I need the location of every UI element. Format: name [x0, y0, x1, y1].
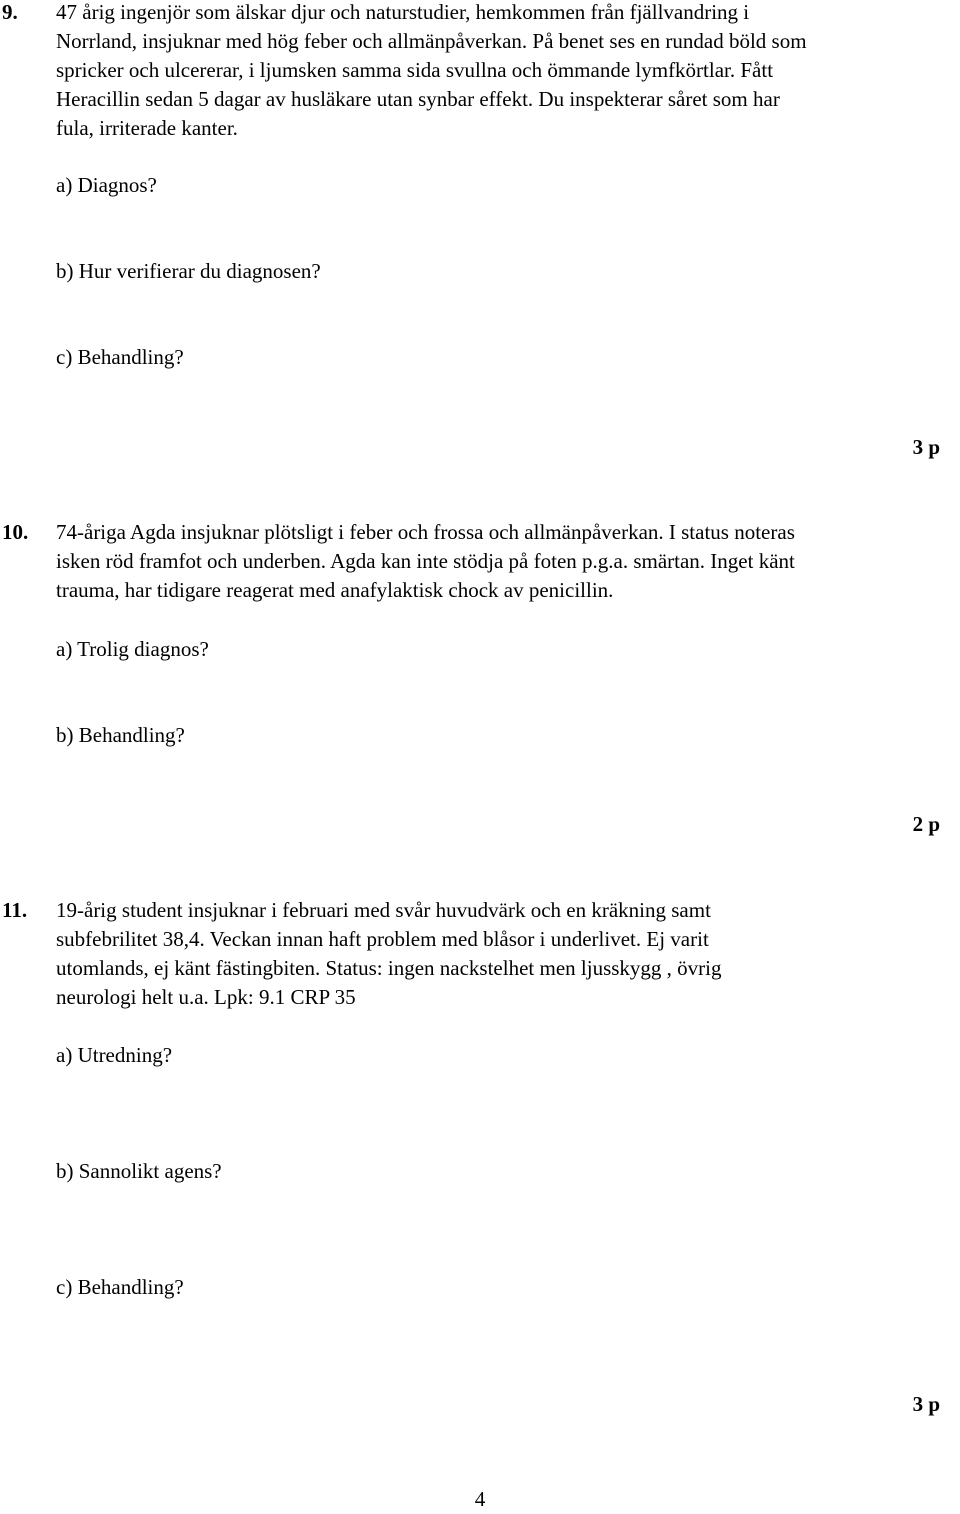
points-label: 3 p	[912, 435, 940, 459]
question-number: 9.	[2, 0, 18, 24]
subquestion: a) Utredning?	[56, 1043, 173, 1067]
points-label: 2 p	[912, 812, 940, 836]
text-line: isken röd framfot och underben. Agda kan inte stödja på foten p.g.a. smärtan. Inget känt	[56, 549, 795, 573]
text-line: 47 årig ingenjör som älskar djur och naturstudier, hemkommen från fjällvandring i	[56, 0, 750, 24]
text-line: 19-årig student insjuknar i februari med svår huvudvärk och en kräkning samt	[56, 898, 711, 922]
text-line: spricker och ulcererar, i ljumsken samma sida svullna och ömmande lymfkörtlar. Fått	[56, 58, 774, 82]
question-text	[56, 518, 795, 605]
text-line: trauma, har tidigare reagerat med anafylaktisk chock av penicillin.	[56, 578, 614, 602]
question-text	[56, 0, 807, 143]
text-line: utomlands, ej känt fästingbiten. Status: ingen nackstelhet men ljusskygg , övrig	[56, 956, 722, 980]
subquestion: b) Sannolikt agens?	[56, 1159, 222, 1183]
subquestion: a) Diagnos?	[56, 173, 157, 197]
question-text	[56, 896, 722, 1012]
text-line: 74-åriga Agda insjuknar plötsligt i feber och frossa och allmänpåverkan. I status noteras	[56, 520, 795, 544]
subquestion: b) Hur verifierar du diagnosen?	[56, 259, 321, 283]
text-line: Heracillin sedan 5 dagar av husläkare utan synbar effekt. Du inspekterar såret som har	[56, 87, 780, 111]
text-line: fula, irriterade kanter.	[56, 116, 238, 140]
subquestion: c) Behandling?	[56, 345, 184, 369]
question-number: 11.	[2, 898, 28, 922]
text-line: neurologi helt u.a. Lpk: 9.1 CRP 35	[56, 985, 356, 1009]
subquestion: c) Behandling?	[56, 1275, 184, 1299]
subquestion: a) Trolig diagnos?	[56, 637, 209, 661]
page-number: 4	[474, 1487, 486, 1511]
text-line: subfebrilitet 38,4. Veckan innan haft problem med blåsor i underlivet. Ej varit	[56, 927, 709, 951]
question-number: 10.	[2, 520, 29, 544]
subquestion: b) Behandling?	[56, 723, 185, 747]
text-line: Norrland, insjuknar med hög feber och allmänpåverkan. På benet ses en rundad böld som	[56, 29, 807, 53]
points-label: 3 p	[912, 1392, 940, 1416]
